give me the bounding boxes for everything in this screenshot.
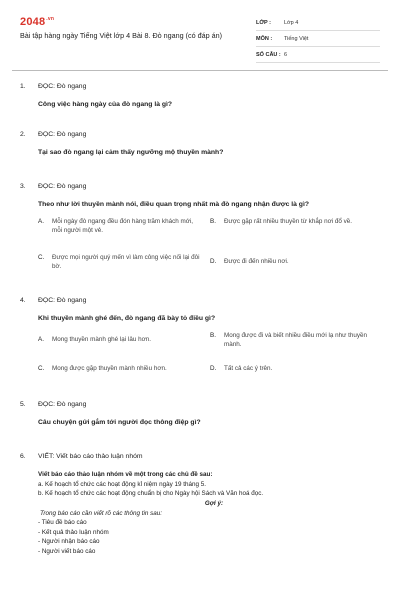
list-item: - Kết quả thảo luận nhóm (38, 528, 109, 536)
question-2: 2. ĐỌC: Đò ngang Tại sao đò ngang lại cảm thấy ngưỡng mộ thuyền mành? (20, 131, 390, 157)
meta-row-grade: LỚP : Lớp 4 (256, 15, 380, 31)
option-c[interactable]: C. Được mọi người quý mến vì làm công việc nối lại đôi bờ. (38, 254, 200, 270)
hint-title: Gợi ý: (204, 499, 224, 507)
meta-row-subject: MÔN : Tiếng Việt (256, 31, 380, 47)
question-text: Khi thuyền mành ghé đến, đò ngang đã bày tỏ điều gì? (38, 315, 216, 322)
list-item: - Người nhận báo cáo (38, 538, 100, 545)
question-1: 1. ĐỌC: Đò ngang Công việc hàng ngày của đò ngang là gì? (20, 83, 390, 109)
question-4: 4. ĐỌC: Đò ngang Khi thuyền mành ghé đến, đò ngang đã bày tỏ điều gì? A. Mong thuyền mành ghé lại lâu hơn. B. Mong được đi và biết nhiều điều mới lạ như thuyền mành. C. Mong được gặp thuyền mành nhiều hơn. D. Tất cả các ý trên. (20, 297, 390, 391)
option-a[interactable]: A. Mong thuyền mành ghé lại lâu hơn. (38, 336, 151, 343)
question-5: 5. ĐỌC: Đò ngang Câu chuyện gửi gắm tới người đọc thông điệp gì? (20, 401, 390, 427)
question-text: Công việc hàng ngày của đò ngang là gì? (38, 101, 173, 108)
header-divider (12, 70, 388, 71)
option-b[interactable]: B. Được gặp rất nhiều thuyền từ khắp nơi đổ về. (210, 218, 353, 225)
question-3: 3. ĐỌC: Đò ngang Theo như lời thuyền mành nói, điều quan trọng nhất mà đò ngang nhận được là gì? A. Mỗi ngày đò ngang đều đón hàng trăm khách mới, mỗi người một vẻ. B. Được gặp rất nhiều thuyền từ khắp nơi đổ về. C. Được mọi người quý mến vì làm công việc nối lại đôi bờ. D. Được đi đến nhiều nơi. (20, 183, 390, 279)
option-a[interactable]: A. Mỗi ngày đò ngang đều đón hàng trăm khách mới, mỗi người một vẻ. (38, 218, 194, 234)
question-text: Theo như lời thuyền mành nói, điều quan trọng nhất mà đò ngang nhận được là gì? (38, 201, 309, 208)
question-text: Tại sao đò ngang lại cảm thấy ngưỡng mộ thuyền mành? (38, 149, 224, 156)
option-d[interactable]: D. Tất cả các ý trên. (210, 365, 273, 372)
list-item: - Tiêu đề báo cáo (38, 519, 87, 526)
list-item: - Người viết báo cáo (38, 547, 96, 555)
option-b[interactable]: B. Mong được đi và biết nhiều điều mới lạ như thuyền mành. (210, 332, 368, 348)
meta-row-count: SỐ CÂU : 6 (256, 47, 380, 63)
writing-task: Viết báo cáo thảo luận nhóm về một trong các chủ đề sau: a. Kế hoạch tổ chức các hoạt động kỉ niệm ngày 19 tháng 5. b. Kế hoạch tổ chức các hoạt động chuẩn bị cho Ngày hội Sách và Văn hoá đọc. Gợi ý: Trong báo cáo cần viết rõ các thông tin sau: - Tiêu đề báo cáo - Kết quả thảo luận nhóm - Người nhận báo cáo - Người viết báo cáo (38, 470, 390, 556)
document-title: Bài tập hàng ngày Tiếng Việt lớp 4 Bài 8. Đò ngang (có đáp án) (20, 31, 222, 40)
question-6: 6. VIẾT: Viết báo cáo thảo luận nhóm Viết báo cáo thảo luận nhóm về một trong các chủ đề sau: a. Kế hoạch tổ chức các hoạt động kỉ niệm ngày 19 tháng 5. b. Kế hoạch tổ chức các hoạt động chuẩn bị cho Ngày hội Sách và Văn hoá đọc. Gợi ý: Trong báo cáo cần viết rõ các thông tin sau: - Tiêu đề báo cáo - Kết quả thảo luận nhóm - Người nhận báo cáo - Người viết báo cáo (20, 453, 390, 556)
option-c[interactable]: C. Mong được gặp thuyền mành nhiều hơn. (38, 365, 167, 372)
option-d[interactable]: D. Được đi đến nhiều nơi. (210, 258, 289, 265)
question-text: Câu chuyện gửi gắm tới người đọc thông điệp gì? (38, 419, 201, 426)
site-logo[interactable]: $2048^{.vn}$ (20, 16, 55, 28)
meta-info (256, 15, 380, 63)
